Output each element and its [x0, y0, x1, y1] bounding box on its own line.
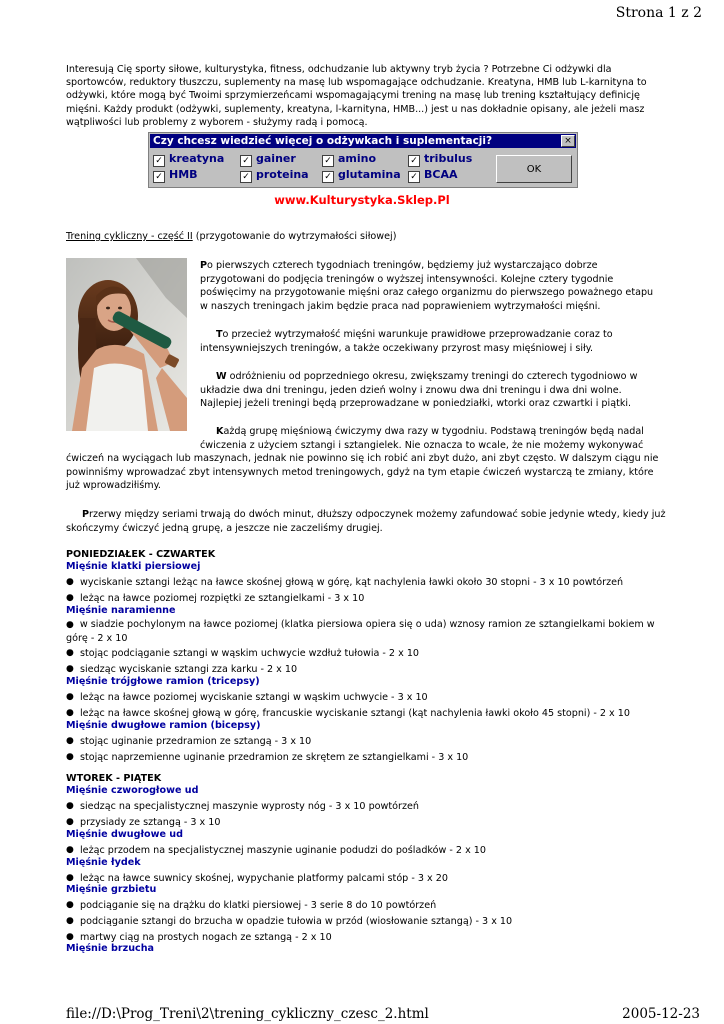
checkbox-proteina[interactable]	[240, 168, 309, 183]
checkbox-kreatyna[interactable]	[153, 152, 224, 167]
exercise-item: ● leżąc przodem na specjalistycznej maszynie uginanie podudzi do pośladków - 2 x 10	[66, 845, 487, 856]
checkbox-check-icon: ✓	[153, 171, 165, 183]
paragraph-text: ażdą grupę mięśniową ćwiczymy dwa razy w tygodniu. Podstawą treningów będą nadal ćwiczenia z użyciem sztangi i sztangielek. Nie oznacza to wcale, że nie możemy wykonywać	[200, 426, 644, 451]
exercise-item: ● w siadzie pochylonym na ławce poziomej (klatka piersiowa opiera się o uda) wznosy ramion ze sztangielkami bokiem w górę - 2 x 10	[66, 619, 655, 645]
muscle-group-title: Mięśnie naramienne	[66, 605, 176, 616]
article-paragraph-3	[200, 370, 658, 411]
muscle-group-title: Mięśnie łydek	[66, 857, 141, 868]
exercise-item: ● wyciskanie sztangi leżąc na ławce skośnej głową w górę, kąt nachylenia ławki około 30 stopni - 3 x 10 powtórzeń	[66, 577, 624, 588]
bullet-icon: ●	[66, 817, 74, 827]
checkbox-glutamina[interactable]	[322, 168, 401, 183]
bullet-icon: ●	[66, 873, 74, 883]
intro-paragraph: Interesują Cię sporty siłowe, kulturystyka, fitness, odchudzanie lub aktywny tryb życia ? Potrzebne Ci odżywki dla sportowców, reduktory tłuszczu, suplementy na masę lub wspomagające odchudzanie. Kreatyna, HMB lub L-karnityna to odżywki, które mogą być Twoimi sprzymierzeńcami wspomagającymi trening na masę lub trening kształtujący definicję mięśni. Każdy produkt (odżywki, suplementy, kreatyna, l-karnityna, HMB...) jest u nas dokładnie opisany, ale jeżeli masz wątpliwości lub problemy z wyborem - służymy radą i pomocą.	[66, 64, 647, 128]
checkbox-check-icon: ✓	[408, 155, 420, 167]
exercise-item: ● podciąganie sztangi do brzucha w opadzie tułowia w przód (wiosłowanie sztangą) - 3 x 10	[66, 916, 513, 927]
muscle-group-title: Mięśnie trójgłowe ramion (tricepsy)	[66, 676, 260, 687]
checkbox-label: BCAA	[424, 168, 458, 181]
article-title-rest: (przygotowanie do wytrzymałości siłowej)	[192, 231, 397, 242]
checkbox-hmb[interactable]	[153, 168, 198, 183]
article-paragraph-1	[200, 259, 658, 313]
muscle-group-title: Mięśnie klatki piersiowej	[66, 561, 201, 572]
drop-cap: K	[216, 426, 224, 437]
exercise-item: ● stojąc uginanie przedramion ze sztangą - 3 x 10	[66, 736, 312, 747]
section-title-day1: PONIEDZIAŁEK - CZWARTEK	[66, 549, 216, 560]
dialog-title: Czy chcesz wiedzieć więcej o odżywkach i suplementacji?	[150, 134, 576, 148]
exercise-item: ● podciąganie się na drążku do klatki piersiowej - 3 serie 8 do 10 powtórzeń	[66, 900, 437, 911]
muscle-group-title: Mięśnie grzbietu	[66, 884, 157, 895]
checkbox-label: glutamina	[338, 168, 401, 181]
muscle-group-title: Mięśnie dwugłowe ud	[66, 829, 184, 840]
exercise-item: ● leżąc na ławce poziomej rozpiętki ze sztangielkami - 3 x 10	[66, 593, 365, 604]
page-number: Strona 1 z 2	[615, 5, 702, 21]
checkbox-label: kreatyna	[169, 152, 225, 165]
checkbox-check-icon: ✓	[153, 155, 165, 167]
checkbox-check-icon: ✓	[322, 171, 334, 183]
article-title	[66, 231, 396, 242]
bullet-icon: ●	[66, 664, 74, 674]
woman-with-dumbbell-photo	[66, 258, 187, 431]
checkbox-label: tribulus	[424, 152, 473, 165]
bullet-icon: ●	[66, 620, 74, 630]
paragraph-text: rzerwy między seriami trwają do dwóch minut, dłuższy odpoczynek możemy zafundować sobie jedynie wtedy, kiedy już skończymy ćwiczyć jedną grupę, a jeszcze nie zaczeliśmy drugiej.	[66, 509, 666, 534]
checkbox-tribulus[interactable]	[408, 152, 472, 167]
checkbox-amino[interactable]	[322, 152, 376, 167]
muscle-group-title: Mięśnie dwugłowe ramion (bicepsy)	[66, 720, 261, 731]
exercise-item: ● przysiady ze sztangą - 3 x 10	[66, 817, 221, 828]
bullet-icon: ●	[66, 916, 74, 926]
exercise-item: ● stojąc podciąganie sztangi w wąskim uchwycie wzdłuż tułowia - 2 x 10	[66, 648, 420, 659]
bullet-icon: ●	[66, 900, 74, 910]
drop-cap: T	[216, 329, 223, 340]
bullet-icon: ●	[66, 692, 74, 702]
article-paragraph-2	[200, 328, 658, 355]
exercise-item: ● siedząc na specjalistycznej maszynie wyprosty nóg - 3 x 10 powtórzeń	[66, 801, 419, 812]
exercise-item: ● stojąc naprzemienne uginanie przedramion ze skrętem ze sztangielkami - 3 x 10	[66, 752, 469, 763]
drop-cap: P	[200, 260, 208, 271]
article-paragraph-5	[66, 508, 666, 535]
article-paragraph-4-continued: ćwiczeń na wyciągach lub maszynach, jednak nie powinno się ich robić ani zbyt dużo, ani zbyt często. W dalszym ciągu nie powinniśmy wprowadzać zbyt intensywnych metod treningowych, gdyż na tym etapie ćwiczeń wystarczą te zmiany, które już wprowadziłiśmy.	[66, 453, 659, 492]
article-paragraph-4	[200, 425, 670, 452]
checkbox-label: proteina	[256, 168, 309, 181]
supplement-dialog	[148, 132, 578, 188]
checkbox-label: gainer	[256, 152, 296, 165]
paragraph-text: o pierwszych czterech tygodniach treningów, będziemy już wystarczająco dobrze przygotowani do podjęcia treningów o wyższej intensywności. Kolejne cztery tygodnie poświęcimy na przygotowanie mięśni oraz całego organizmu do pierwszego poważnego etapu w naszych treningach jakim będzie praca nad poprawieniem wytrzymałości mięśni.	[200, 260, 654, 312]
checkbox-check-icon: ✓	[240, 155, 252, 167]
checkbox-label: amino	[338, 152, 377, 165]
bullet-icon: ●	[66, 736, 74, 746]
muscle-group-title: Mięśnie czworogłowe ud	[66, 785, 199, 796]
checkbox-gainer[interactable]	[240, 152, 296, 167]
paragraph-text: odróżnieniu od poprzedniego okresu, zwiększamy treningi do czterech tygodniowo w układzie dwa dni treningu, jeden dzień wolny i znowu dwa dni treningu i dwa dni wolne. Najlepiej jeżeli treningi będą przeprowadzane w poniedziałki, wtorki oraz czwartki i piątki.	[200, 371, 638, 410]
article-title-link[interactable]: Trening cykliczny - część II	[66, 231, 193, 242]
bullet-icon: ●	[66, 708, 74, 718]
checkbox-label: HMB	[169, 168, 198, 181]
checkbox-check-icon: ✓	[322, 155, 334, 167]
exercise-item: ● siedząc wyciskanie sztangi zza karku - 2 x 10	[66, 664, 298, 675]
drop-cap: P	[82, 509, 90, 520]
drop-cap: W	[216, 371, 227, 382]
section-title-day2: WTOREK - PIĄTEK	[66, 773, 162, 784]
bullet-icon: ●	[66, 593, 74, 603]
footer-date: 2005-12-23	[622, 1006, 700, 1022]
checkbox-bcaa[interactable]	[408, 168, 457, 183]
paragraph-text: o przecież wytrzymałość mięśni warunkuje prawidłowe przeprowadzanie coraz to intensywniejszych treningów, a także oczekiwany przyrost masy mięśniowej i siły.	[200, 329, 613, 354]
exercise-item: ● martwy ciąg na prostych nogach ze sztangą - 2 x 10	[66, 932, 332, 943]
footer-file-path: file://D:\Prog_Treni\2\trening_cykliczny_czesc_2.html	[66, 1006, 429, 1022]
muscle-group-title: Mięśnie brzucha	[66, 943, 155, 954]
shop-link[interactable]: www.Kulturystyka.Sklep.Pl	[274, 193, 450, 207]
close-icon[interactable]: ×	[561, 135, 575, 147]
bullet-icon: ●	[66, 752, 74, 762]
exercise-item: ● leżąc na ławce skośnej głową w górę, francuskie wyciskanie sztangi (kąt nachylenia ławki około 45 stopni) - 2 x 10	[66, 708, 630, 719]
bullet-icon: ●	[66, 845, 74, 855]
bullet-icon: ●	[66, 577, 74, 587]
bullet-icon: ●	[66, 801, 74, 811]
checkbox-check-icon: ✓	[408, 171, 420, 183]
exercise-item: ● leżąc na ławce suwnicy skośnej, wypychanie platformy palcami stóp - 3 x 20	[66, 873, 448, 884]
exercise-item: ● leżąc na ławce poziomej wyciskanie sztangi w wąskim uchwycie - 3 x 10	[66, 692, 428, 703]
checkbox-check-icon: ✓	[240, 171, 252, 183]
bullet-icon: ●	[66, 648, 74, 658]
bullet-icon: ●	[66, 932, 74, 942]
ok-button[interactable]: OK	[496, 155, 572, 183]
